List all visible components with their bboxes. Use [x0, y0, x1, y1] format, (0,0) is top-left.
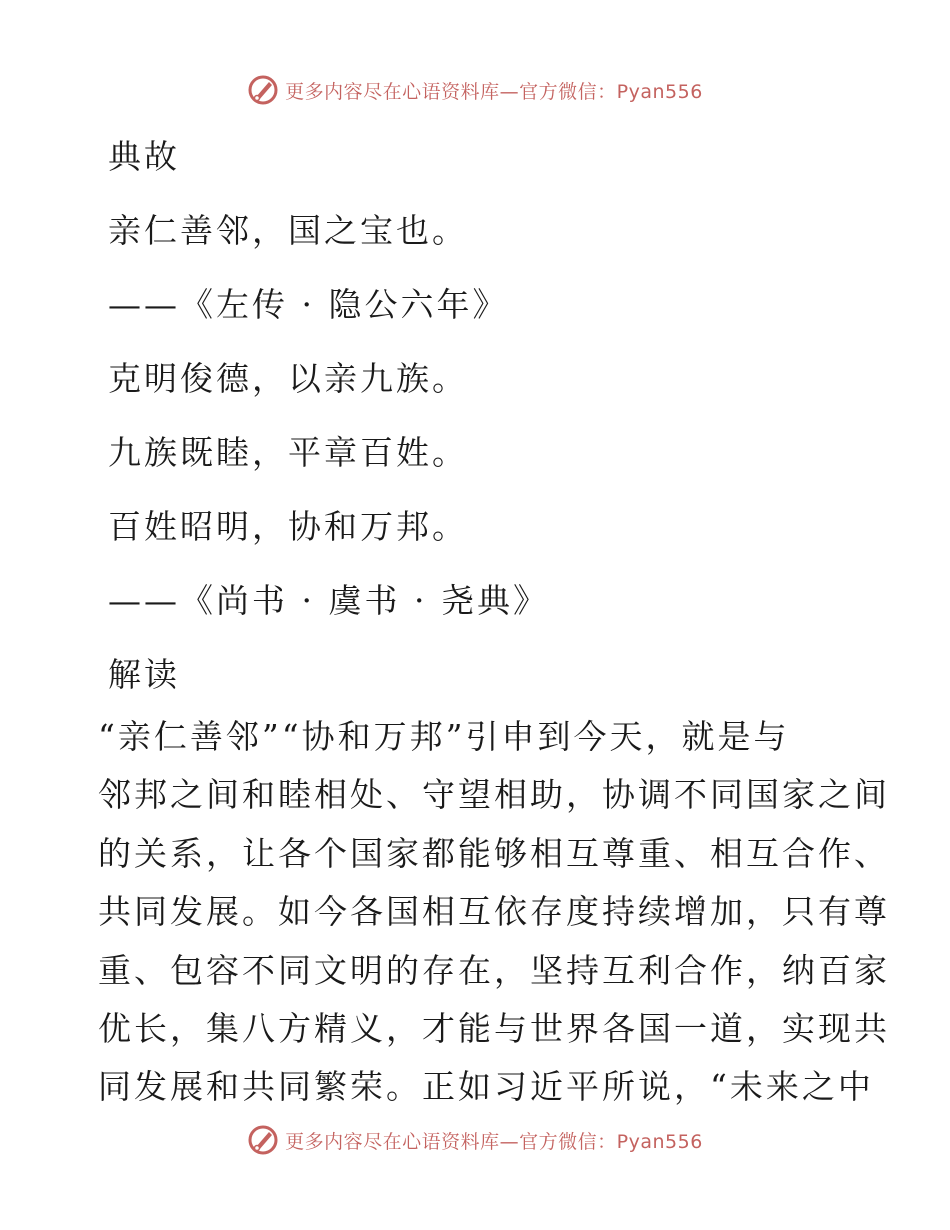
paragraph-line: 优长，集八方精义，才能与世界各国一道，实现共	[98, 1008, 890, 1048]
pen-logo-icon	[247, 74, 279, 106]
quote-line: 亲仁善邻，国之宝也。	[108, 211, 468, 250]
quote-line: 克明俊德，以亲九族。	[108, 359, 468, 398]
quote-line: 九族既睦，平章百姓。	[108, 433, 468, 472]
quote-section	[108, 120, 868, 712]
quote-line: 百姓昭明，协和万邦。	[108, 507, 468, 546]
paragraph-line: 重、包容不同文明的存在，坚持互利合作，纳百家	[98, 950, 890, 990]
watermark-text: 更多内容尽在心语资料库—官方微信：Pyan556	[285, 1130, 703, 1153]
interpretation-paragraph	[98, 708, 890, 1117]
watermark-text: 更多内容尽在心语资料库—官方微信：Pyan556	[285, 80, 703, 103]
quote-source: ——《尚书 · 虞书 · 尧典》	[108, 581, 549, 620]
quote-source: ——《左传 · 隐公六年》	[108, 285, 509, 324]
paragraph-line: “亲仁善邻”“协和万邦”引申到今天，就是与	[98, 717, 790, 756]
watermark-header	[0, 70, 950, 110]
paragraph-line: 邻邦之间和睦相处、守望相助，协调不同国家之间	[98, 775, 890, 815]
paragraph-line: 的关系，让各个国家都能够相互尊重、相互合作、	[98, 833, 890, 873]
section-heading-jiedu: 解读	[108, 655, 180, 694]
section-heading-diangu: 典故	[108, 137, 180, 176]
paragraph-line: 共同发展。如今各国相互依存度持续增加，只有尊	[98, 892, 890, 932]
paragraph-line: 同发展和共同繁荣。正如习近平所说，“未来之中	[98, 1067, 874, 1107]
pen-logo-icon	[247, 1124, 279, 1156]
watermark-footer	[0, 1120, 950, 1160]
